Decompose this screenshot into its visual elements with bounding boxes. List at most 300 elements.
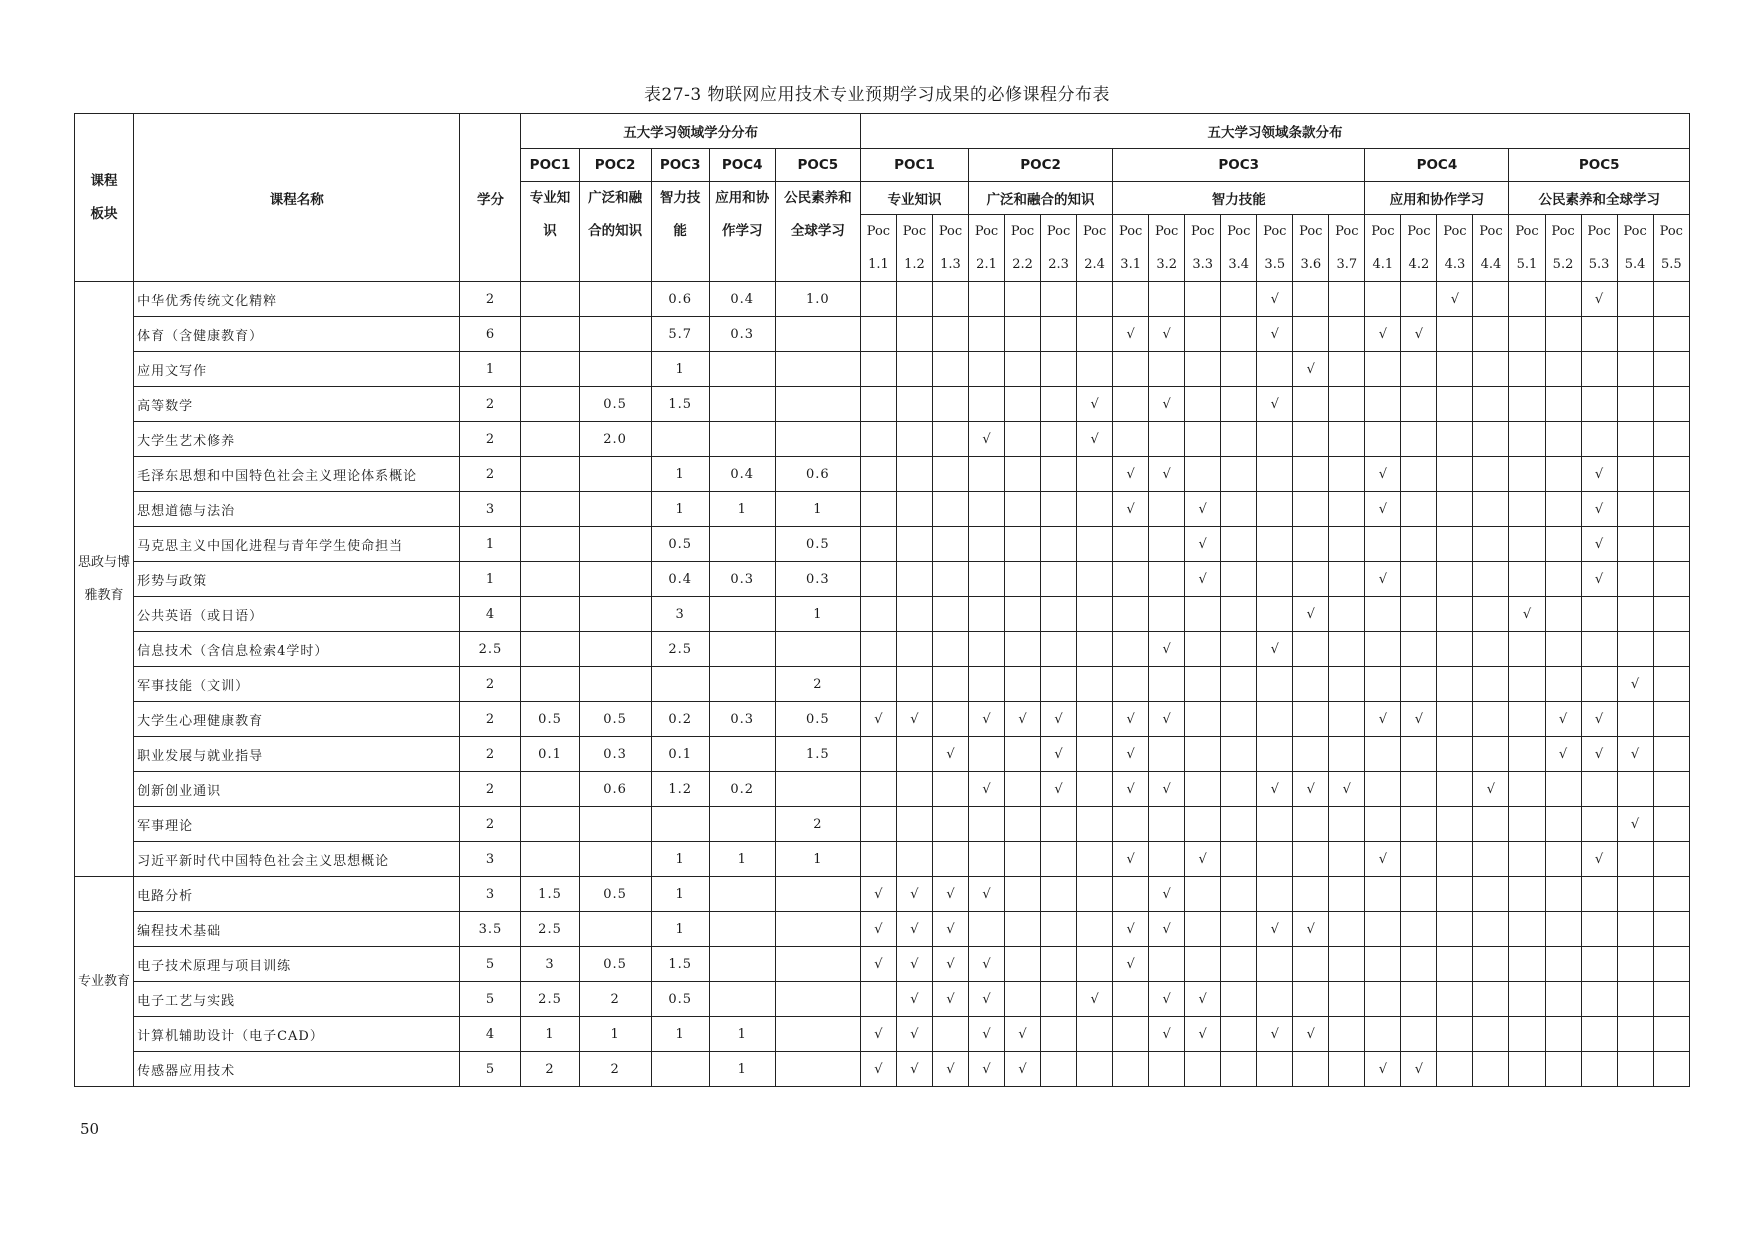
poc-check-cell xyxy=(1257,492,1293,527)
poc-check-cell xyxy=(1401,947,1437,982)
poc-check-cell xyxy=(1473,737,1509,772)
poc-check-cell xyxy=(1473,1017,1509,1052)
poc-check-cell xyxy=(932,527,968,562)
credit-dist-cell-poc3: 1 xyxy=(651,842,709,877)
poc-check-cell xyxy=(896,317,932,352)
credit-dist-cell-poc3: 0.4 xyxy=(651,562,709,597)
poc-check-cell: √ xyxy=(1293,352,1329,387)
poc-check-cell xyxy=(1185,597,1221,632)
poc-check-cell xyxy=(1545,667,1581,702)
table-row xyxy=(75,737,1690,772)
poc-check-cell xyxy=(1221,317,1257,352)
poc-check-cell: √ xyxy=(1077,422,1113,457)
poc-check-cell xyxy=(1041,317,1077,352)
credit-dist-cell-poc5 xyxy=(775,877,860,912)
poc-sub-prefix: Poc xyxy=(1046,224,1071,239)
course-name-cell: 职业发展与就业指导 xyxy=(134,737,460,772)
poc-check-cell xyxy=(969,457,1005,492)
poc-check-cell xyxy=(1365,387,1401,422)
poc-sub-number: 3.7 xyxy=(1336,257,1358,272)
poc-check-cell xyxy=(1617,422,1653,457)
document-title: 表27-3 物联网应用技术专业预期学习成果的必修课程分布表 xyxy=(643,85,1111,105)
poc-check-cell xyxy=(896,422,932,457)
poc-check-cell xyxy=(1329,842,1365,877)
poc-check-cell xyxy=(1545,877,1581,912)
poc-check-cell xyxy=(896,667,932,702)
poc-check-cell xyxy=(1329,667,1365,702)
credit-dist-cell-poc1 xyxy=(521,492,579,527)
poc-check-cell xyxy=(1185,947,1221,982)
poc-check-cell xyxy=(1545,317,1581,352)
poc-check-cell xyxy=(1113,352,1149,387)
poc-check-cell xyxy=(896,457,932,492)
credits-cell: 5 xyxy=(460,947,521,982)
poc-check-cell xyxy=(1005,352,1041,387)
credit-dist-cell-poc5 xyxy=(775,947,860,982)
poc-check-cell xyxy=(1401,982,1437,1017)
poc-sub-2-4 xyxy=(1077,215,1113,282)
table-row xyxy=(75,842,1690,877)
credit-col-name-1: 专业知识 xyxy=(521,182,579,282)
poc-check-cell xyxy=(1509,807,1545,842)
poc-check-cell xyxy=(969,492,1005,527)
credit-dist-cell-poc1: 0.5 xyxy=(521,702,579,737)
poc-check-cell xyxy=(1113,982,1149,1017)
poc-check-cell: √ xyxy=(860,1017,896,1052)
credit-dist-cell-poc2: 1 xyxy=(579,1017,651,1052)
poc-check-cell xyxy=(1365,527,1401,562)
poc-check-cell xyxy=(1005,912,1041,947)
credit-dist-cell-poc3 xyxy=(651,422,709,457)
poc-check-cell xyxy=(860,457,896,492)
poc-check-cell: √ xyxy=(969,772,1005,807)
credit-dist-cell-poc4 xyxy=(709,912,775,947)
credit-dist-cell-poc3: 5.7 xyxy=(651,317,709,352)
poc-check-cell xyxy=(1113,527,1149,562)
credits-cell: 2 xyxy=(460,807,521,842)
credit-col-name-2: 广泛和融合的知识 xyxy=(579,182,651,282)
poc-check-cell xyxy=(1257,597,1293,632)
poc-check-cell xyxy=(1293,632,1329,667)
poc-check-cell xyxy=(1077,1017,1113,1052)
poc-check-cell: √ xyxy=(1185,842,1221,877)
poc-check-cell xyxy=(1581,422,1617,457)
poc-check-cell: √ xyxy=(1149,387,1185,422)
poc-check-cell xyxy=(1653,317,1689,352)
credit-dist-cell-poc1 xyxy=(521,772,579,807)
poc-check-cell xyxy=(932,457,968,492)
credits-cell: 2 xyxy=(460,422,521,457)
poc-check-cell xyxy=(1257,457,1293,492)
poc-sub-5-2 xyxy=(1545,215,1581,282)
poc-check-cell: √ xyxy=(1113,457,1149,492)
poc-check-cell: √ xyxy=(932,947,968,982)
poc-check-cell: √ xyxy=(860,947,896,982)
poc-check-cell xyxy=(1185,632,1221,667)
poc-check-cell xyxy=(1329,317,1365,352)
poc-check-cell xyxy=(1077,842,1113,877)
poc-check-cell xyxy=(1545,562,1581,597)
credit-dist-cell-poc4 xyxy=(709,982,775,1017)
poc-check-cell xyxy=(1221,282,1257,317)
poc-check-cell xyxy=(1005,667,1041,702)
credit-dist-cell-poc4 xyxy=(709,387,775,422)
poc-check-cell: √ xyxy=(1113,702,1149,737)
poc-check-cell xyxy=(1293,527,1329,562)
poc-check-cell xyxy=(1437,1017,1473,1052)
poc-check-cell: √ xyxy=(1581,842,1617,877)
table-row xyxy=(75,457,1690,492)
credit-dist-cell-poc2 xyxy=(579,457,651,492)
table-row xyxy=(75,562,1690,597)
poc-check-cell xyxy=(1077,912,1113,947)
poc-check-cell xyxy=(1401,352,1437,387)
poc-check-cell xyxy=(969,842,1005,877)
poc-check-cell xyxy=(1617,527,1653,562)
poc-check-cell xyxy=(1293,317,1329,352)
poc-check-cell: √ xyxy=(932,1052,968,1087)
poc-check-cell xyxy=(1437,492,1473,527)
poc-check-cell xyxy=(1473,282,1509,317)
poc-check-cell xyxy=(1077,877,1113,912)
poc-check-cell xyxy=(1473,352,1509,387)
credits-cell: 2.5 xyxy=(460,632,521,667)
poc-check-cell xyxy=(1221,457,1257,492)
credit-col-code-2: POC2 xyxy=(579,149,651,182)
poc-sub-4-4 xyxy=(1473,215,1509,282)
poc-check-cell xyxy=(1581,877,1617,912)
poc-check-cell xyxy=(1545,527,1581,562)
poc-check-cell xyxy=(969,387,1005,422)
credit-dist-cell-poc2: 0.3 xyxy=(579,737,651,772)
poc-check-cell xyxy=(1293,947,1329,982)
poc-check-cell xyxy=(1509,772,1545,807)
poc-check-cell xyxy=(896,387,932,422)
table-row xyxy=(75,912,1690,947)
poc-check-cell xyxy=(1653,352,1689,387)
poc-check-cell xyxy=(860,807,896,842)
poc-sub-3-3 xyxy=(1185,215,1221,282)
table-row xyxy=(75,947,1690,982)
poc-check-cell xyxy=(1329,387,1365,422)
credit-dist-cell-poc3 xyxy=(651,667,709,702)
poc-check-cell xyxy=(1473,912,1509,947)
poc-check-cell xyxy=(860,772,896,807)
poc-sub-1-1 xyxy=(860,215,896,282)
poc-check-cell xyxy=(896,562,932,597)
credit-col-code-1: POC1 xyxy=(521,149,579,182)
credit-dist-cell-poc4: 1 xyxy=(709,1017,775,1052)
poc-check-cell xyxy=(1005,632,1041,667)
poc-check-cell xyxy=(1257,352,1293,387)
poc-check-cell xyxy=(1221,807,1257,842)
poc-check-cell xyxy=(1005,877,1041,912)
credit-dist-cell-poc1: 0.1 xyxy=(521,737,579,772)
poc-check-cell xyxy=(1329,1052,1365,1087)
poc-check-cell: √ xyxy=(1257,772,1293,807)
poc-check-cell xyxy=(1653,632,1689,667)
poc-check-cell xyxy=(1653,492,1689,527)
poc-check-cell xyxy=(1041,807,1077,842)
poc-check-cell xyxy=(1293,387,1329,422)
poc-sub-prefix: Poc xyxy=(1118,224,1143,239)
poc-check-cell xyxy=(1437,457,1473,492)
poc-check-cell xyxy=(1293,877,1329,912)
poc-check-cell xyxy=(1149,947,1185,982)
poc-check-cell xyxy=(1077,772,1113,807)
poc-check-cell xyxy=(1545,282,1581,317)
poc-check-cell xyxy=(932,667,968,702)
poc-check-cell xyxy=(1257,737,1293,772)
poc-check-cell xyxy=(1221,352,1257,387)
poc-check-cell xyxy=(1617,877,1653,912)
poc-check-cell xyxy=(1545,492,1581,527)
count-group-code-3: POC3 xyxy=(1113,149,1365,182)
poc-check-cell xyxy=(1005,387,1041,422)
credits-cell: 6 xyxy=(460,317,521,352)
poc-check-cell xyxy=(1545,807,1581,842)
poc-check-cell xyxy=(1329,737,1365,772)
poc-check-cell: √ xyxy=(1005,1017,1041,1052)
credit-dist-cell-poc1: 2 xyxy=(521,1052,579,1087)
credit-dist-cell-poc5: 0.6 xyxy=(775,457,860,492)
poc-check-cell xyxy=(1221,562,1257,597)
credit-dist-cell-poc2: 2 xyxy=(579,1052,651,1087)
credit-dist-cell-poc5 xyxy=(775,317,860,352)
poc-check-cell: √ xyxy=(969,947,1005,982)
poc-check-cell xyxy=(860,842,896,877)
credit-col-code-4: POC4 xyxy=(709,149,775,182)
credit-dist-cell-poc3: 1 xyxy=(651,492,709,527)
poc-check-cell xyxy=(1653,842,1689,877)
poc-sub-prefix: Poc xyxy=(974,224,999,239)
table-row xyxy=(75,982,1690,1017)
poc-check-cell: √ xyxy=(1113,842,1149,877)
poc-check-cell: √ xyxy=(1185,492,1221,527)
poc-sub-prefix: Poc xyxy=(1082,224,1107,239)
poc-check-cell xyxy=(1617,1052,1653,1087)
course-name-cell: 大学生艺术修养 xyxy=(134,422,460,457)
credit-dist-cell-poc2 xyxy=(579,352,651,387)
credit-dist-cell-poc5: 0.5 xyxy=(775,702,860,737)
poc-check-cell xyxy=(969,632,1005,667)
poc-check-cell xyxy=(1005,597,1041,632)
poc-check-cell xyxy=(1113,1017,1149,1052)
poc-check-cell xyxy=(1653,1017,1689,1052)
course-name-cell: 公共英语（或日语） xyxy=(134,597,460,632)
poc-check-cell xyxy=(969,527,1005,562)
poc-check-cell xyxy=(1077,667,1113,702)
poc-sub-3-5 xyxy=(1257,215,1293,282)
poc-check-cell xyxy=(1221,772,1257,807)
credit-dist-cell-poc1: 2.5 xyxy=(521,912,579,947)
poc-check-cell xyxy=(932,632,968,667)
credits-cell: 5 xyxy=(460,1052,521,1087)
poc-sub-prefix: Poc xyxy=(1587,224,1611,239)
poc-check-cell: √ xyxy=(1581,457,1617,492)
credit-dist-cell-poc2 xyxy=(579,317,651,352)
credit-dist-cell-poc4 xyxy=(709,597,775,632)
poc-check-cell xyxy=(896,597,932,632)
poc-check-cell xyxy=(1077,527,1113,562)
poc-check-cell xyxy=(1401,807,1437,842)
poc-check-cell xyxy=(1329,947,1365,982)
credits-cell: 3 xyxy=(460,877,521,912)
poc-check-cell xyxy=(1005,527,1041,562)
poc-check-cell xyxy=(1365,912,1401,947)
poc-check-cell xyxy=(1185,352,1221,387)
poc-check-cell: √ xyxy=(1113,317,1149,352)
credit-dist-cell-poc4: 1 xyxy=(709,492,775,527)
poc-check-cell xyxy=(1185,702,1221,737)
table-row xyxy=(75,352,1690,387)
poc-sub-prefix: Poc xyxy=(1299,224,1323,239)
poc-check-cell: √ xyxy=(896,1017,932,1052)
poc-check-cell xyxy=(1365,667,1401,702)
poc-check-cell xyxy=(1617,492,1653,527)
poc-sub-number: 4.3 xyxy=(1444,257,1466,272)
poc-check-cell: √ xyxy=(1185,1017,1221,1052)
table-row xyxy=(75,877,1690,912)
poc-check-cell: √ xyxy=(969,1052,1005,1087)
poc-check-cell xyxy=(1545,772,1581,807)
poc-check-cell xyxy=(1149,807,1185,842)
course-name-cell: 信息技术（含信息检索4学时） xyxy=(134,632,460,667)
poc-check-cell xyxy=(1653,912,1689,947)
poc-check-cell xyxy=(1185,282,1221,317)
poc-check-cell xyxy=(1365,352,1401,387)
poc-check-cell xyxy=(1293,1052,1329,1087)
poc-check-cell xyxy=(1185,772,1221,807)
credit-dist-cell-poc1 xyxy=(521,807,579,842)
poc-check-cell xyxy=(1581,387,1617,422)
poc-sub-prefix: Poc xyxy=(1407,224,1431,239)
credit-dist-cell-poc5 xyxy=(775,632,860,667)
poc-check-cell xyxy=(969,282,1005,317)
count-group-name-5: 公民素养和全球学习 xyxy=(1509,182,1690,215)
credit-dist-cell-poc2 xyxy=(579,282,651,317)
course-name-cell: 军事理论 xyxy=(134,807,460,842)
poc-sub-number: 1.1 xyxy=(868,257,889,272)
credit-dist-cell-poc1 xyxy=(521,282,579,317)
poc-check-cell xyxy=(1473,387,1509,422)
credit-dist-cell-poc2: 0.5 xyxy=(579,947,651,982)
poc-check-cell xyxy=(1257,667,1293,702)
poc-check-cell xyxy=(1545,912,1581,947)
poc-check-cell xyxy=(1113,422,1149,457)
poc-check-cell: √ xyxy=(860,1052,896,1087)
poc-check-cell xyxy=(1185,387,1221,422)
course-name-cell: 应用文写作 xyxy=(134,352,460,387)
poc-sub-3-6 xyxy=(1293,215,1329,282)
credit-col-name-5: 公民素养和全球学习 xyxy=(775,182,860,282)
poc-check-cell xyxy=(1437,667,1473,702)
credit-dist-cell-poc3 xyxy=(651,807,709,842)
poc-check-cell xyxy=(1545,632,1581,667)
poc-sub-1-3 xyxy=(932,215,968,282)
poc-check-cell xyxy=(860,352,896,387)
credit-dist-cell-poc4 xyxy=(709,807,775,842)
poc-sub-prefix: Poc xyxy=(1659,224,1683,239)
poc-check-cell: √ xyxy=(932,877,968,912)
poc-check-cell: √ xyxy=(1257,387,1293,422)
credits-cell: 5 xyxy=(460,982,521,1017)
credit-dist-cell-poc2 xyxy=(579,527,651,562)
poc-check-cell: √ xyxy=(1581,702,1617,737)
table-row xyxy=(75,422,1690,457)
poc-check-cell xyxy=(932,352,968,387)
credit-dist-cell-poc1 xyxy=(521,562,579,597)
poc-check-cell xyxy=(1401,282,1437,317)
poc-check-cell: √ xyxy=(1473,772,1509,807)
poc-sub-number: 3.5 xyxy=(1264,257,1286,272)
poc-check-cell xyxy=(1329,352,1365,387)
poc-check-cell: √ xyxy=(860,912,896,947)
poc-check-cell xyxy=(1653,422,1689,457)
poc-check-cell xyxy=(1437,877,1473,912)
poc-check-cell xyxy=(1041,1052,1077,1087)
poc-check-cell xyxy=(1041,912,1077,947)
poc-check-cell: √ xyxy=(1293,597,1329,632)
poc-check-cell: √ xyxy=(1077,387,1113,422)
poc-check-cell xyxy=(1329,492,1365,527)
poc-check-cell xyxy=(1329,982,1365,1017)
poc-check-cell xyxy=(1113,877,1149,912)
poc-sub-number: 5.2 xyxy=(1552,257,1574,272)
credit-dist-cell-poc4: 0.3 xyxy=(709,317,775,352)
credit-col-code-3: POC3 xyxy=(651,149,709,182)
poc-check-cell: √ xyxy=(1437,282,1473,317)
poc-check-cell xyxy=(1653,702,1689,737)
poc-check-cell xyxy=(1041,492,1077,527)
poc-check-cell xyxy=(1437,772,1473,807)
poc-check-cell xyxy=(1221,1017,1257,1052)
poc-check-cell xyxy=(1401,912,1437,947)
poc-check-cell xyxy=(1401,737,1437,772)
poc-check-cell xyxy=(1473,457,1509,492)
poc-check-cell xyxy=(1581,317,1617,352)
course-name-cell: 形势与政策 xyxy=(134,562,460,597)
poc-check-cell xyxy=(1185,457,1221,492)
poc-check-cell: √ xyxy=(969,422,1005,457)
course-name-cell: 毛泽东思想和中国特色社会主义理论体系概论 xyxy=(134,457,460,492)
poc-check-cell xyxy=(1473,842,1509,877)
poc-check-cell xyxy=(1041,457,1077,492)
count-group-code-4: POC4 xyxy=(1365,149,1509,182)
poc-check-cell xyxy=(1437,527,1473,562)
poc-check-cell xyxy=(1005,807,1041,842)
poc-check-cell: √ xyxy=(1401,1052,1437,1087)
poc-check-cell xyxy=(1257,807,1293,842)
poc-check-cell: √ xyxy=(1293,1017,1329,1052)
credit-dist-cell-poc5 xyxy=(775,1052,860,1087)
credit-dist-cell-poc5 xyxy=(775,982,860,1017)
count-group-name-1: 专业知识 xyxy=(860,182,968,215)
poc-check-cell xyxy=(896,842,932,877)
credit-dist-cell-poc4: 0.3 xyxy=(709,562,775,597)
course-name-cell: 体育（含健康教育） xyxy=(134,317,460,352)
credit-dist-cell-poc5 xyxy=(775,772,860,807)
poc-check-cell xyxy=(1329,597,1365,632)
poc-check-cell xyxy=(1221,387,1257,422)
credit-dist-cell-poc2 xyxy=(579,632,651,667)
poc-check-cell xyxy=(1185,1052,1221,1087)
poc-check-cell: √ xyxy=(1149,982,1185,1017)
credit-dist-cell-poc1 xyxy=(521,527,579,562)
poc-check-cell: √ xyxy=(1041,702,1077,737)
poc-sub-number: 3.3 xyxy=(1192,257,1214,272)
poc-check-cell: √ xyxy=(1617,667,1653,702)
